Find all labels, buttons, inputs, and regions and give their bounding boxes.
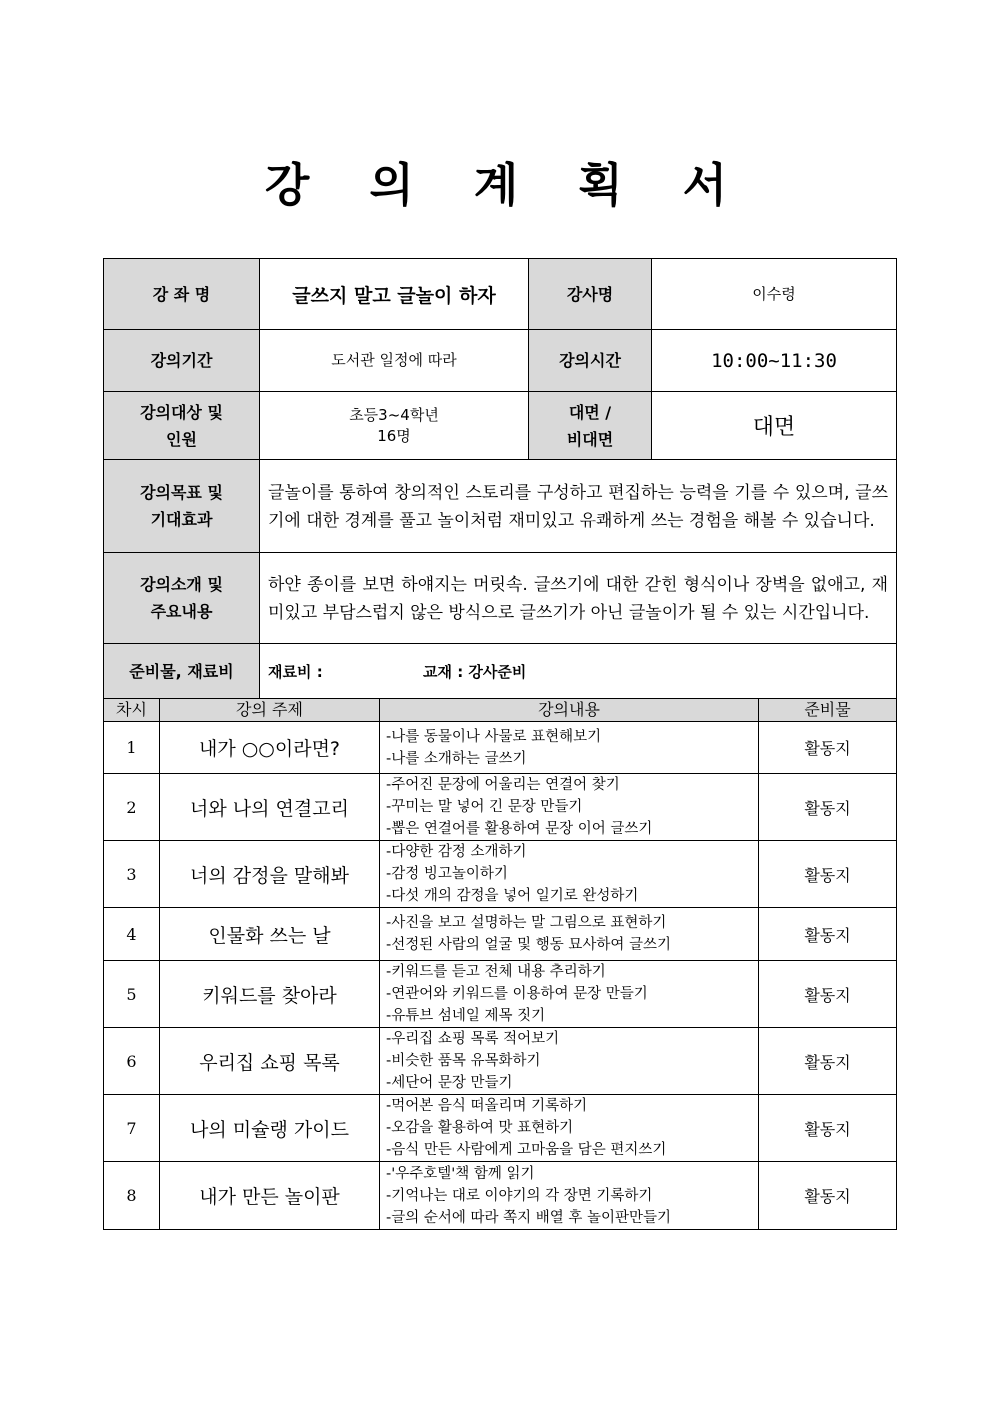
schedule-header-content: 강의내용 xyxy=(380,699,759,722)
session-topic: 나의 미슐랭 가이드 xyxy=(160,1095,380,1162)
table-row xyxy=(104,841,897,908)
session-topic: 내가 ○○이라면? xyxy=(160,722,380,774)
table-row xyxy=(104,1028,897,1095)
materials-fee: 재료비 : xyxy=(268,662,323,681)
table-row xyxy=(104,1095,897,1162)
session-number: 8 xyxy=(104,1162,160,1230)
goal-text: 글놀이를 통하여 창의적인 스토리를 구성하고 편집하는 능력을 기를 수 있으며, 글쓰기에 대한 경계를 풀고 놀이처럼 재미있고 유쾌하게 쓰는 경험을 해볼 수 있습니다. xyxy=(260,460,897,553)
materials-label: 준비물, 재료비 xyxy=(104,644,260,699)
session-number: 2 xyxy=(104,774,160,841)
schedule-header-session: 차시 xyxy=(104,699,160,722)
table-row xyxy=(104,908,897,961)
session-prep: 활동지 xyxy=(759,1095,897,1162)
intro-label-line2: 주요내용 xyxy=(150,602,213,621)
session-content xyxy=(380,774,759,841)
content-line: -우리집 쇼핑 목록 적어보기 xyxy=(386,1031,560,1047)
mode-label xyxy=(529,392,652,460)
instructor-label: 강사명 xyxy=(529,259,652,330)
intro-label-line1: 강의소개 및 xyxy=(140,575,223,594)
content-line: -주어진 문장에 어울리는 연결어 찾기 xyxy=(386,777,620,793)
content-line: -다섯 개의 감정을 넣어 일기로 완성하기 xyxy=(386,888,639,904)
goal-label-line1: 강의목표 및 xyxy=(140,483,223,502)
session-topic: 너와 나의 연결고리 xyxy=(160,774,380,841)
materials-book: 교재 : 강사준비 xyxy=(423,662,527,681)
period-label: 강의기간 xyxy=(104,330,260,392)
content-line: -먹어본 음식 떠올리며 기록하기 xyxy=(386,1098,588,1114)
table-row xyxy=(104,774,897,841)
session-content xyxy=(380,841,759,908)
content-line: -연관어와 키워드를 이용하여 문장 만들기 xyxy=(386,986,648,1002)
time-label: 강의시간 xyxy=(529,330,652,392)
session-topic: 키워드를 찾아라 xyxy=(160,961,380,1028)
content-line: -꾸미는 말 넣어 긴 문장 만들기 xyxy=(386,799,583,815)
session-prep: 활동지 xyxy=(759,841,897,908)
table-row xyxy=(104,1162,897,1230)
session-content xyxy=(380,722,759,774)
target-value xyxy=(260,392,529,460)
session-prep: 활동지 xyxy=(759,1028,897,1095)
schedule-header-topic: 강의 주제 xyxy=(160,699,380,722)
session-prep: 활동지 xyxy=(759,961,897,1028)
content-line: -뽑은 연결어를 활용하여 문장 이어 글쓰기 xyxy=(386,821,653,837)
content-line: -글의 순서에 따라 쪽지 배열 후 놀이판만들기 xyxy=(386,1209,672,1226)
session-topic: 내가 만든 놀이판 xyxy=(160,1162,380,1230)
content-line: -키워드를 듣고 전체 내용 추리하기 xyxy=(386,964,606,980)
target-label-line2: 인원 xyxy=(166,429,197,449)
session-number: 1 xyxy=(104,722,160,774)
session-content xyxy=(380,1095,759,1162)
period-value: 도서관 일정에 따라 xyxy=(260,330,529,392)
goal-label-line2: 기대효과 xyxy=(150,510,213,529)
target-label-line1: 강의대상 및 xyxy=(140,402,223,422)
content-line: -나를 소개하는 글쓰기 xyxy=(386,750,527,767)
content-line: -음식 만든 사람에게 고마움을 담은 편지쓰기 xyxy=(386,1142,667,1158)
session-number: 5 xyxy=(104,961,160,1028)
target-label xyxy=(104,392,260,460)
intro-text: 하얀 종이를 보면 하얘지는 머릿속. 글쓰기에 대한 갇힌 형식이나 장벽을 없애고, 재미있고 부담스럽지 않은 방식으로 글쓰기가 아닌 글놀이가 될 수 있는 시간입니다. xyxy=(260,553,897,644)
session-number: 6 xyxy=(104,1028,160,1095)
session-prep: 활동지 xyxy=(759,1162,897,1230)
page-title: 강 의 계 획 서 xyxy=(264,158,750,212)
content-line: -선정된 사람의 얼굴 및 행동 묘사하여 글쓰기 xyxy=(386,937,672,953)
content-line: -사진을 보고 설명하는 말 그림으로 표현하기 xyxy=(386,915,667,931)
content-line: -유튜브 섬네일 제목 짓기 xyxy=(386,1008,546,1024)
session-content xyxy=(380,908,759,961)
session-content xyxy=(380,961,759,1028)
content-line: -감정 빙고놀이하기 xyxy=(386,866,508,882)
materials-value xyxy=(260,644,897,699)
schedule-header-prep: 준비물 xyxy=(759,699,897,722)
target-grade: 초등3~4학년 xyxy=(349,405,439,424)
session-number: 7 xyxy=(104,1095,160,1162)
session-prep: 활동지 xyxy=(759,774,897,841)
content-line: -'우주호텔'책 함께 읽기 xyxy=(386,1165,535,1182)
session-content xyxy=(380,1028,759,1095)
table-row xyxy=(104,961,897,1028)
content-line: -세단어 문장 만들기 xyxy=(386,1075,513,1091)
table-row xyxy=(104,722,897,774)
intro-label xyxy=(104,553,260,644)
mode-label-line1: 대면 / xyxy=(568,402,612,422)
content-line: -나를 동물이나 사물로 표현해보기 xyxy=(386,728,602,745)
session-topic: 우리집 쇼핑 목록 xyxy=(160,1028,380,1095)
session-number: 3 xyxy=(104,841,160,908)
course-name-label: 강 좌 명 xyxy=(104,259,260,330)
course-name-value: 글쓰지 말고 글놀이 하자 xyxy=(260,259,529,330)
session-prep: 활동지 xyxy=(759,908,897,961)
schedule-table xyxy=(103,698,897,1230)
content-line: -비슷한 품목 유목화하기 xyxy=(386,1053,541,1069)
instructor-value: 이수령 xyxy=(652,259,897,330)
content-line: -오감을 활용하여 맛 표현하기 xyxy=(386,1120,574,1136)
course-info-table xyxy=(103,258,897,699)
session-prep: 활동지 xyxy=(759,722,897,774)
mode-label-line2: 비대면 xyxy=(566,429,614,449)
goal-label xyxy=(104,460,260,553)
time-value: 10:00~11:30 xyxy=(652,330,897,392)
mode-value: 대면 xyxy=(652,392,897,460)
target-count: 16명 xyxy=(377,426,411,445)
session-number: 4 xyxy=(104,908,160,961)
content-line: -다양한 감정 소개하기 xyxy=(386,844,527,860)
session-topic: 너의 감정을 말해봐 xyxy=(160,841,380,908)
session-topic: 인물화 쓰는 날 xyxy=(160,908,380,961)
content-line: -기억나는 대로 이야기의 각 장면 기록하기 xyxy=(386,1187,653,1204)
session-content xyxy=(380,1162,759,1230)
